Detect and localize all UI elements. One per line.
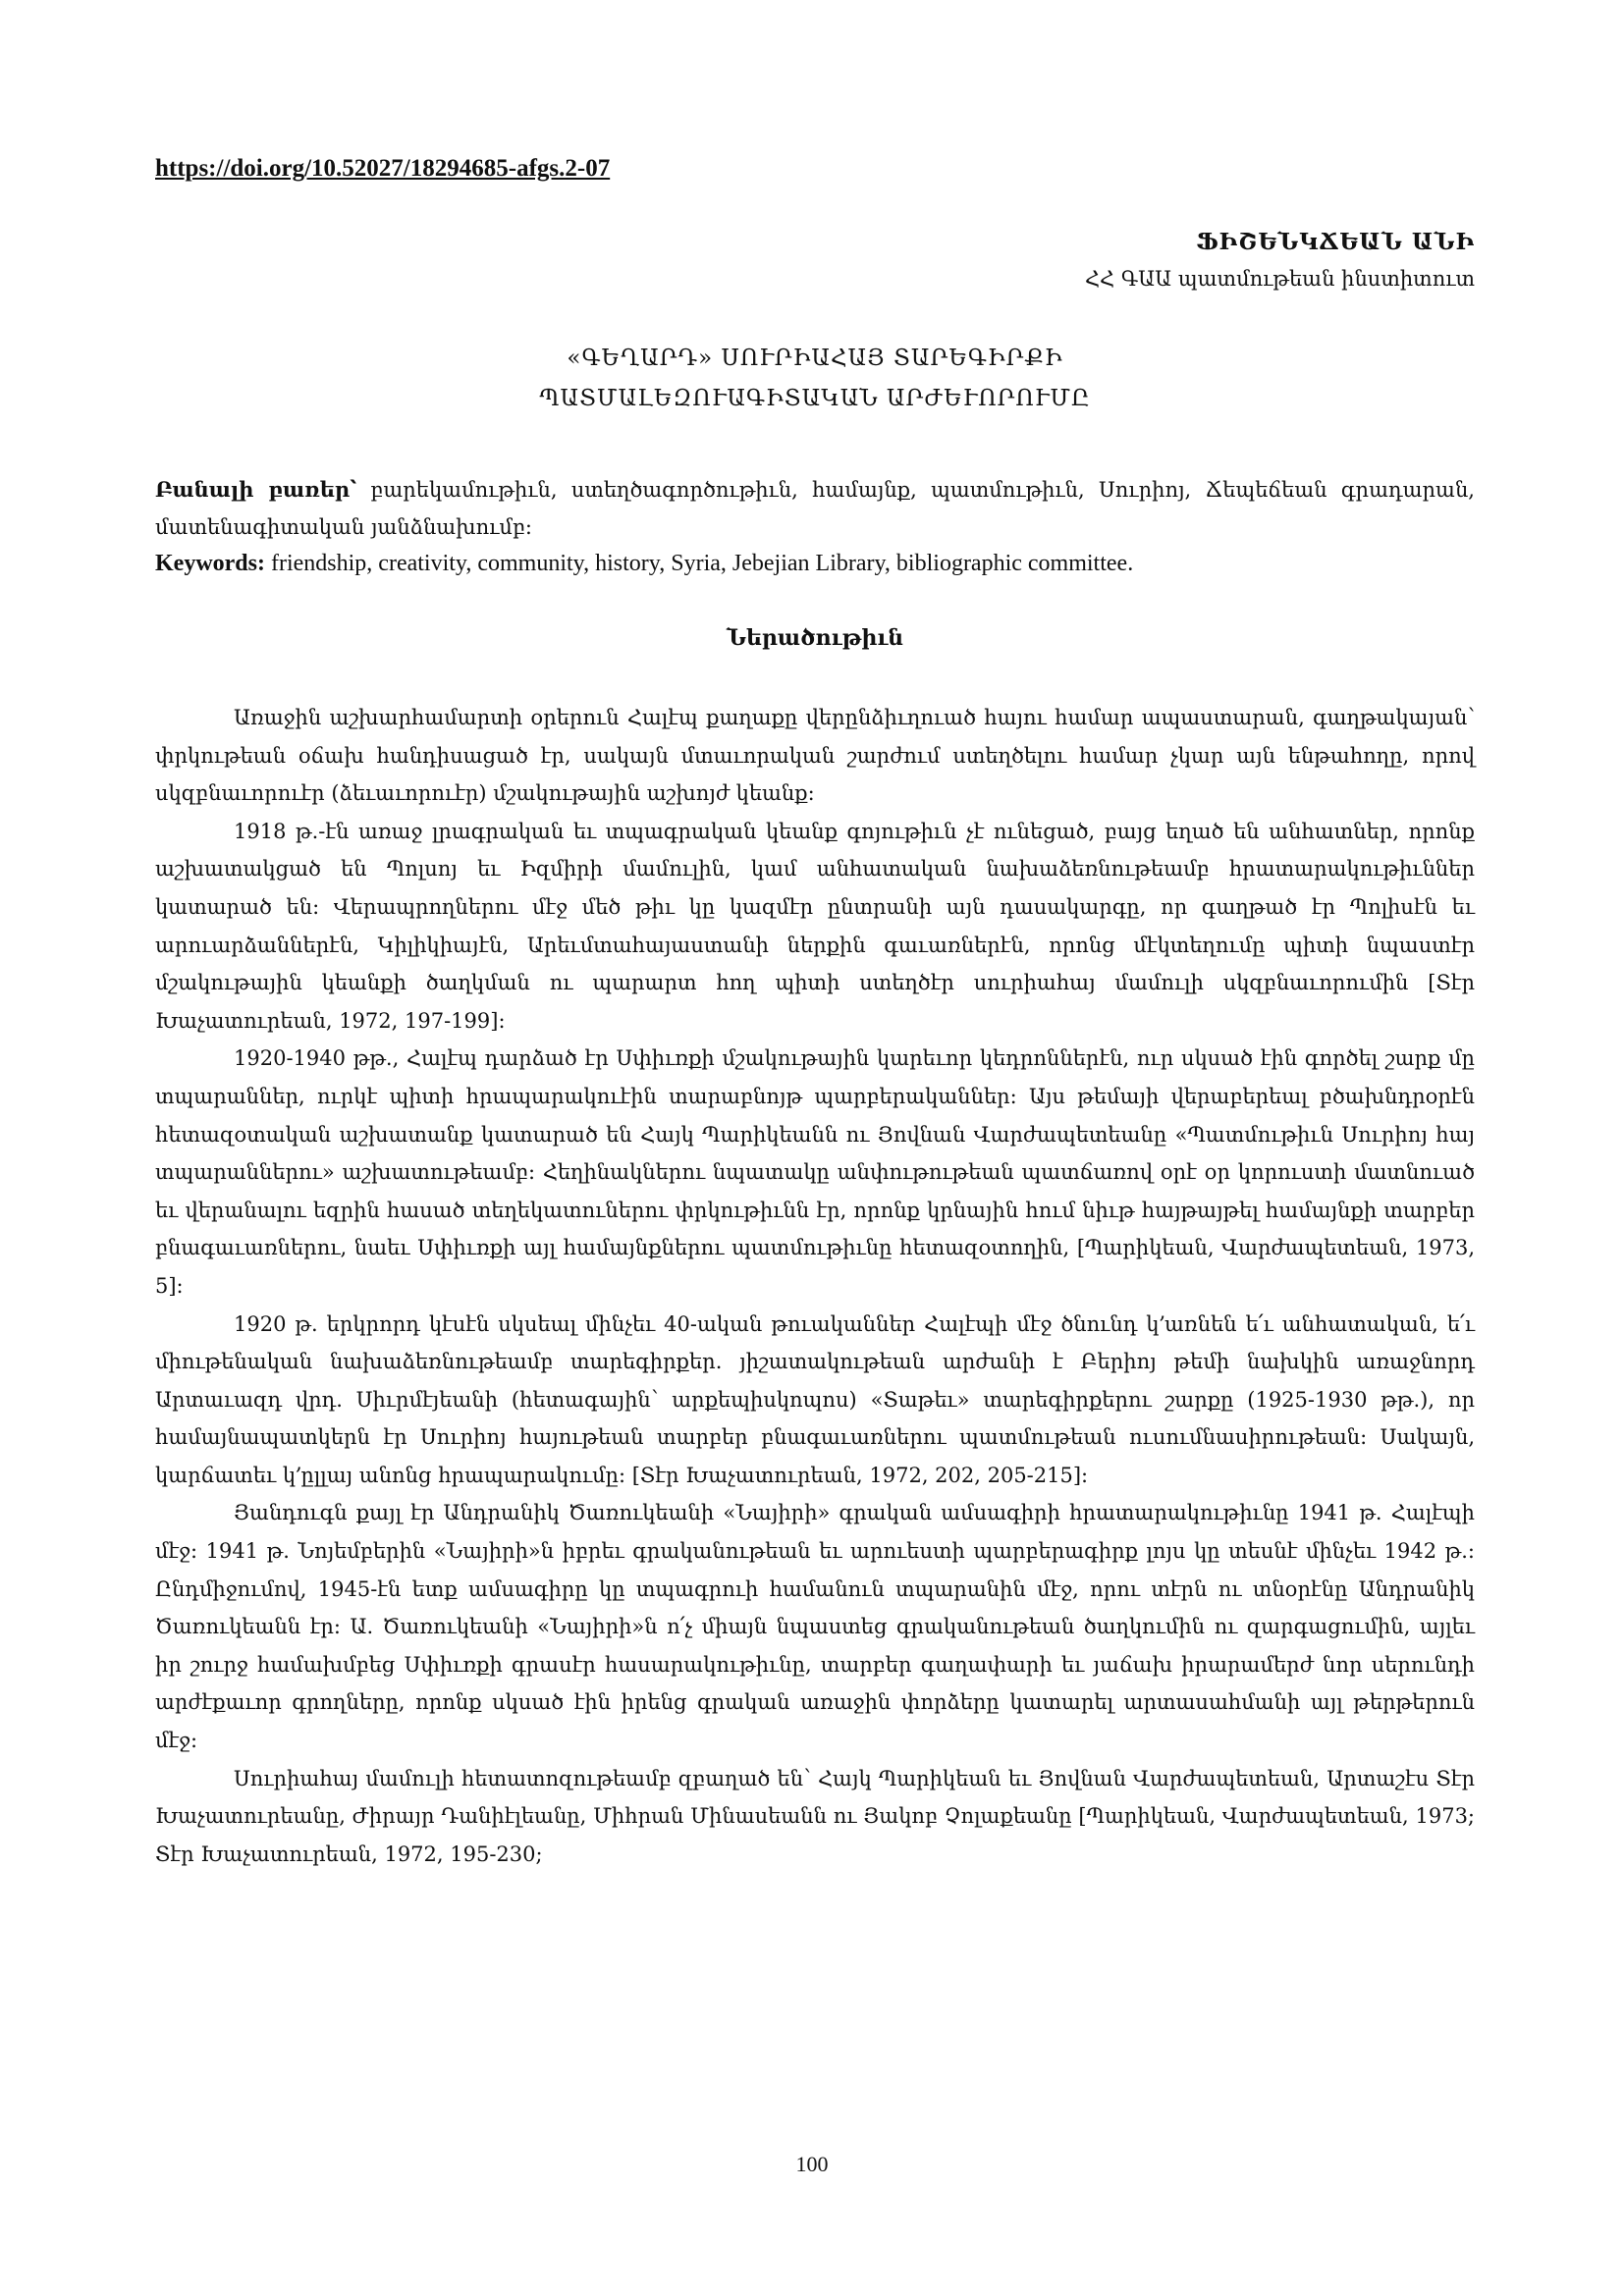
keywords-english-text: friendship, creativity, community, history, Syria, Jebejian Library, bibliographic committee. — [270, 551, 1134, 576]
author-affiliation: ՀՀ ԳԱԱ պատմութեան ինստիտուտ — [1084, 267, 1475, 291]
doi-link[interactable]: https://doi.org/10.52027/18294685-afgs.2-07 — [155, 155, 611, 182]
keywords-english-label: Keywords: — [155, 551, 265, 576]
body-paragraph: Սուրիահայ մամուլի հետատոզութեամբ զբաղած են՝ Հայկ Պարիկեան եւ Յովնան Վարժապետեան, Արտաշէս Տէր Խաչատուրեանը, Ժիրայր Դանիէլեանը, Միհրան Մինասեանն ու Յակոբ Չոլաքեանը [Պարիկեան, Վարժապետեան, 1973; Տէր Խաչատուրեան, 1972, 195-230; — [155, 1766, 1475, 1866]
body-paragraph: 1920 թ. երկրորդ կէսէն սկսեալ մինչեւ 40-ական թուականներ Հալէպի մէջ ծնունդ կ՚առնեն ե՛ւ անհատական, ե՛ւ միութենական նախաձեռնութեամբ տարեգիրքեր. յիշատակութեան արժանի է Բերիոյ թեմի նախկին առաջնորդ Արտաւազդ վրդ. Սիւրմէյեանի (հետագային՝ արքեպիսկոպոս) «Տաթեւ» տարեգիրքերու շարքը (1925-1930 թթ.), որ համայնապատկերն էր Սուրիոյ հայութեան տարբեր բնագաւառներու պատմութեան ուսումնասիրութեան: Սակայն, կարճատեւ կ՚ըլլայ անոնց հրապարակումը: [Տէր Խաչատուրեան, 1972, 202, 205-215]: — [155, 1311, 1475, 1487]
keywords-english — [155, 546, 1475, 581]
section-heading-introduction: Ներածութիւն — [726, 625, 904, 651]
keywords-armenian — [155, 471, 1475, 546]
page-number: 100 — [795, 2152, 829, 2176]
article-title-line-1: «ԳԵՂԱՐԴ» ՍՈՒՐԻԱՀԱՅ ՏԱՐԵԳԻՐՔԻ — [567, 346, 1063, 371]
keywords-armenian-label: Բանալի բառեր՝ — [155, 477, 357, 502]
body-paragraph: Յանդուգն քայլ էր Անդրանիկ Ծառուկեանի «Նայիրի» գրական ամսագիրի հրատարակութիւնը 1941 թ. Հալէպի մէջ: 1941 թ. Նոյեմբերին «Նայիրի»ն իբրեւ գրականութեան եւ արուեստի պարբերագիրք լոյս կը տեսնէ մինչեւ 1942 թ.: Ընդմիջումով, 1945-էն ետք ամսագիրը կը տպագրուի համանուն տպարանին մէջ, որու տէրն ու տնօրէնը Անդրանիկ Ծառուկեանն էր: Ա. Ծառուկեանի «Նայիրի»ն ո՛չ միայն նպաստեց գրականութեան ծաղկումին ու զարգացումին, այլեւ իր շուրջ համախմբեց Սփիւռքի գրասէր հասարակութիւնը, տարբեր գաղափարի եւ յաճախ իրարամերժ նոր սերունդի արժէքաւոր գրողները, որոնք սկսած էին իրենց գրական առաջին փորձերը կատարել արտասահմանի այլ թերթերուն մէջ: — [155, 1501, 1475, 1753]
body-paragraph: 1920-1940 թթ., Հալէպ դարձած էր Սփիւռքի մշակութային կարեւոր կեդրոններէն, ուր սկսած էին գործել շարք մը տպարաններ, ուրկէ պիտի հրապարակուէին տարաբնոյթ պարբերականներ: Այս թեմայի վերաբերեալ բծախնդրօրէն հետազօտական աշխատանք կատարած են Հայկ Պարիկեանն ու Յովնան Վարժապետեանը «Պատմութիւն Սուրիոյ հայ տպարաններու» աշխատութեամբ: Հեղինակներու նպատակը անփութութեան պատճառով օրէ օր կորուստի մատնուած եւ վերանալու եզրին հասած տեղեկատուներու փրկութիւնն էր, որոնք կրնային հում նիւթ հայթայթել համայնքի տարբեր բնագաւառներու, նաեւ Սփիւռքի այլ համայնքներու պատմութիւնը հետազօտողին, [Պարիկեան, Վարժապետեան, 1973, 5]: — [155, 1046, 1475, 1298]
body-paragraph: Առաջին աշխարհամարտի օրերուն Հալէպ քաղաքը վերընձիւղուած հայու համար ապաստարան, գաղթակայան՝ փրկութեան օճախ հանդիսացած էր, սակայն մտաւորական շարժում ստեղծելու համար չկար այն ենթահողը, որով սկզբնաւորուէր (ձեւաւորուէր) մշակութային աշխոյժ կեանք: — [155, 706, 1475, 806]
article-body — [155, 699, 1475, 1873]
author-name: ՖԻՇԵՆԿՃԵԱՆ ԱՆԻ — [1196, 229, 1475, 255]
keywords-armenian-text: բարեկամութիւն, ստեղծագործութիւն, համայնք, պատմութիւն, Սուրիոյ, Ճեպեճեան գրադարան, մատենագիտական յանձնախումբ: — [155, 478, 1475, 539]
body-paragraph: 1918 թ.-էն առաջ լրագրական եւ տպագրական կեանք գոյութիւն չէ ունեցած, բայց եղած են անհատներ, որոնք աշխատակցած են Պոլսոյ եւ Իզմիրի մամուլին, կամ անհատական նախաձեռնութեամբ հրատարակութիւններ կատարած են: Վերապրողներու մէջ մեծ թիւ կը կազմէր ընտրանի այն դասակարգը, որ գաղթած էր Պոլիսէն եւ արուարձաններէն, Կիլիկիայէն, Արեւմտահայաստանի ներքին գաւառներէն, որոնց մէկտեղումը պիտի նպաստէր մշակութային կեանքի ծաղկման ու պարարտ հող պիտի ստեղծէր սուրիահայ մամուլի սկզբնաւորումին [Տէր Խաչատուրեան, 1972, 197-199]: — [155, 819, 1475, 1033]
article-title-line-2: ՊԱՏՄԱԼԵԶՈՒԱԳԻՏԱԿԱՆ ԱՐԺԵՒՈՐՈՒՄԸ — [539, 386, 1091, 411]
